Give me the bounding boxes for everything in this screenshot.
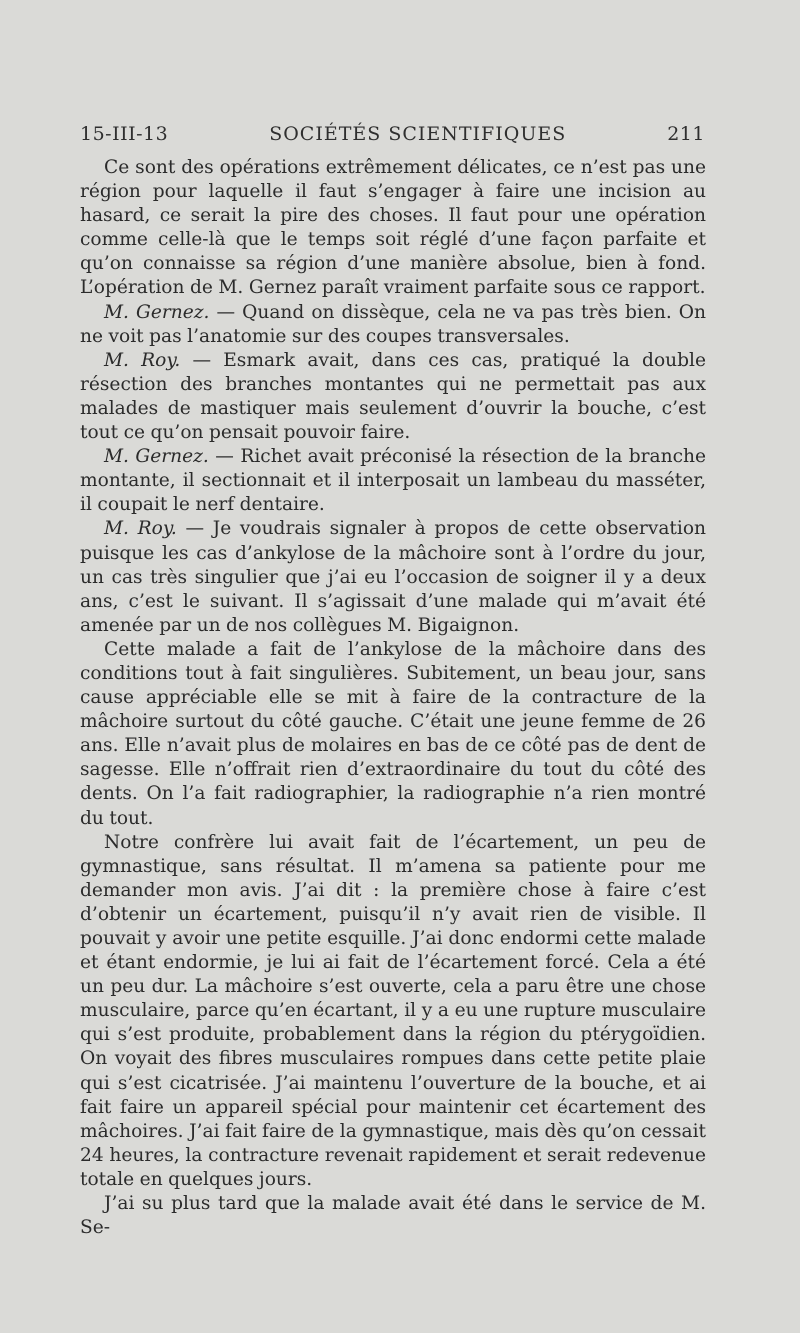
paragraph	[80, 301, 706, 349]
paragraph-text: — Esmark avait, dans ces cas, pratiqué la double résection des branches montantes qui ne permettait pas aux malades de mastiquer mais seulement d’ouvrir la bouche, c’est tout ce qu’on pensait pouvoir faire.	[80, 349, 706, 444]
paragraph-text: Ce sont des opérations extrêmement délicates, ce n’est pas une région pour laquelle il faut s’engager à faire une incision au hasard, ce serait la pire des choses. Il faut pour une opération comme celle-là que le temps soit réglé d’une façon parfaite et qu’on connaisse sa région d’une manière absolue, bien à fond. L’opération de M. Gernez paraît vraiment parfaite sous ce rapport.	[80, 157, 706, 299]
paragraph	[80, 1192, 706, 1240]
paragraph-text: J’ai su plus tard que la malade avait été dans le service de M. Se-	[80, 1193, 706, 1239]
paragraph	[80, 156, 706, 301]
paragraph	[80, 445, 706, 517]
paragraph	[80, 638, 706, 831]
paragraph	[80, 349, 706, 445]
paragraph-text: — Quand on dissèque, cela ne va pas très bien. On ne voit pas l’anatomie sur des coupes transversales.	[80, 301, 707, 347]
paragraph	[80, 831, 706, 1192]
speaker: M. Roy.	[104, 518, 177, 540]
header-date: 15-III-13	[80, 123, 169, 145]
paragraph	[80, 517, 706, 637]
paragraph-text: Notre confrère lui avait fait de l’écartement, un peu de gymnastique, sans résultat. Il m’amena sa patiente pour me demander mon avis. J’ai dit : la première chose à faire c’est d’obtenir un écartement, puisqu’il n’y avait rien de visible. Il pouvait y avoir une petite esquille. J’ai donc endormi cette malade et étant endormie, je lui ai fait de l’écartement forcé. Cela a été un peu dur. La mâchoire s’est ouverte, cela a paru être une chose musculaire, parce qu’en écartant, il y a eu une rupture musculaire qui s’est produite, probablement dans la région du ptérygoïdien. On voyait des fibres musculaires rompues dans cette petite plaie qui s’est cicatrisée. J’ai maintenu l’ouverture de la bouche, et ai fait faire un appareil spécial pour maintenir cet écartement des mâchoires. J’ai fait faire de la gymnastique, mais dès qu’on cessait 24 heures, la contracture revenait rapidement et serait redevenue totale en quelques jours.	[80, 831, 706, 1190]
header-title: SOCIÉTÉS SCIENTIFIQUES	[269, 123, 567, 145]
running-header	[80, 123, 705, 145]
paragraph-text: — Je voudrais signaler à propos de cette observation puisque les cas d’ankylose de la mâchoire sont à l’ordre du jour, un cas très singulier que j’ai eu l’occasion de soigner il y a deux ans, c’est le suivant. Il s’agissait d’une malade qui m’avait été amenée par un de nos collègues M. Bigaignon.	[80, 518, 706, 636]
paragraph-text: — Richet avait préconisé la résection de la branche montante, il sectionnait et il interposait un lambeau du masséter, il coupait le nerf dentaire.	[80, 446, 706, 516]
speaker: M. Gernez.	[104, 446, 209, 468]
page-number: 211	[667, 123, 705, 145]
body-text	[80, 156, 706, 1240]
speaker: M. Gernez.	[104, 301, 210, 323]
speaker: M. Roy.	[104, 349, 181, 371]
paragraph-text: Cette malade a fait de l’ankylose de la mâchoire dans des conditions tout à fait singulières. Subitement, un beau jour, sans cause appréciable elle se mit à faire de la contracture de la mâchoire surtout du côté gauche. C’était une jeune femme de 26 ans. Elle n’avait plus de molaires en bas de ce côté pas de dent de sagesse. Elle n’offrait rien d’extraordinaire du tout du côté des dents. On l’a fait radiographier, la radiographie n’a rien montré du tout.	[80, 638, 706, 829]
